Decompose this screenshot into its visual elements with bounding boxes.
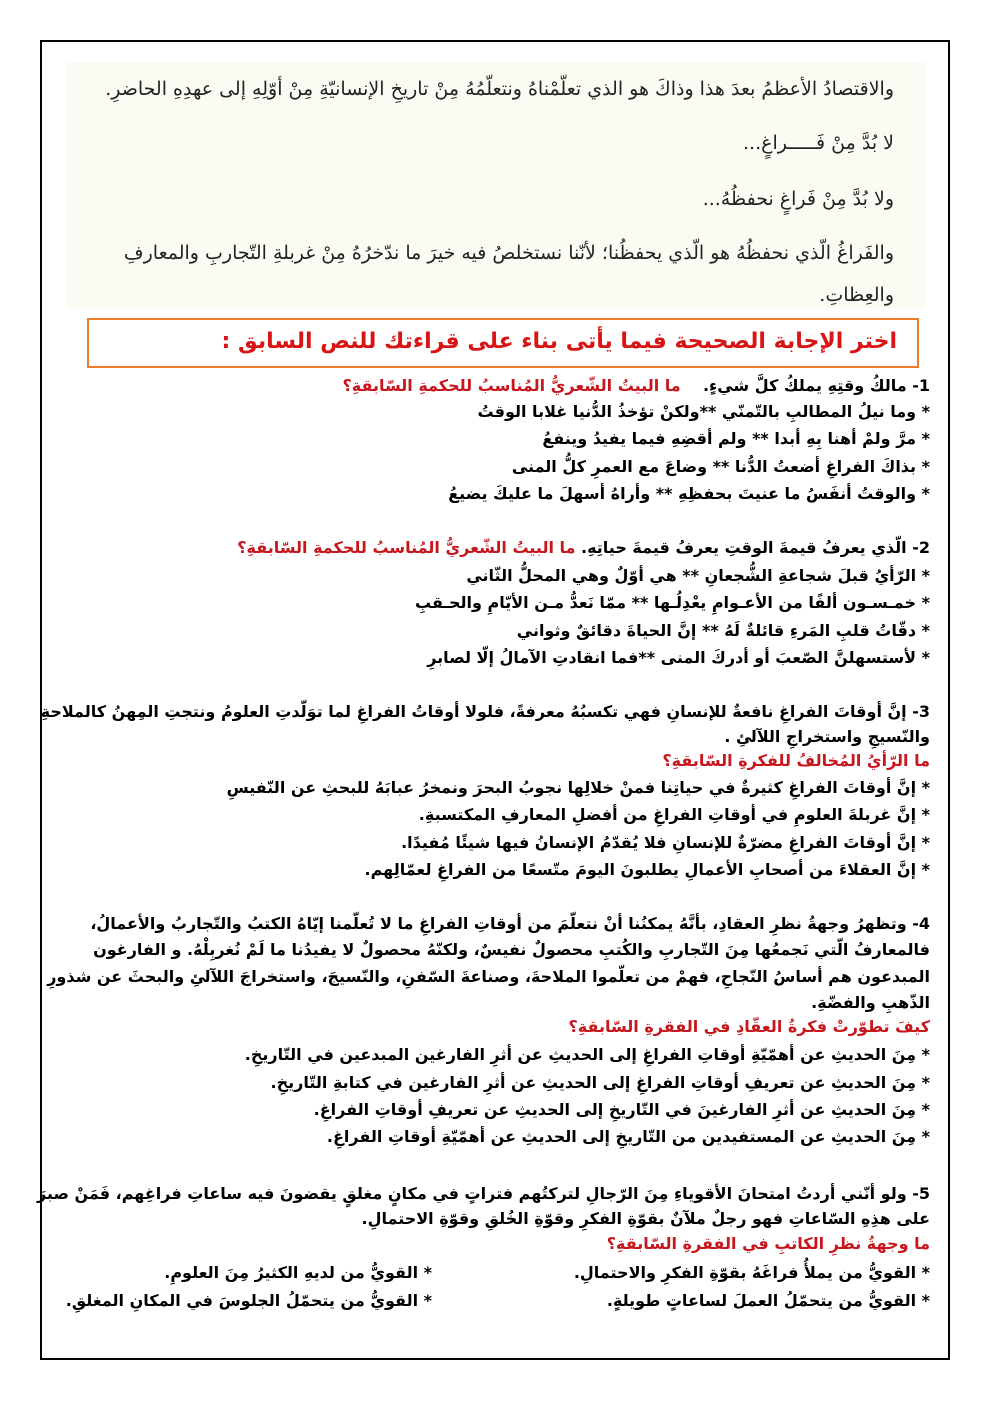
question-2-stem: 2- الّذي يعرفُ قيمةَ الوقتِ يعرفُ قيمةَ حياتِهِ. ما البيتُ الشّعريُّ المُناسبُ للحكمةِ السّابقةِ؟: [237, 538, 930, 557]
excerpt-line: والاقتصادُ الأعظمُ بعدَ هذا وذاكَ هو الذي تعلّمْناهُ ونتعلّمُهُ مِنْ تاريخِ الإنسانيّةِ مِنْ أوّلِهِ إلى عهدِهِ الحاضرِ.: [105, 78, 894, 100]
question-5-prompt: ما وجهةُ نظرِ الكاتبِ في الفقرةِ السّابقةِ؟: [606, 1234, 930, 1253]
question-2-option[interactable]: * دقّاتُ قلبِ المَرءِ قائلةٌ لَهُ ** إنَّ الحياةَ دقائقٌ وثواني: [516, 621, 930, 640]
question-2-option[interactable]: * الرّأيُ قبلَ شجاعةِ الشُّجعانِ ** هي أوّلٌ وهي المحلُّ الثّاني: [466, 566, 930, 585]
excerpt-line: والعِظاتِ.: [819, 284, 894, 306]
question-3-option[interactable]: * إنَّ غربلةَ العلومِ في أوقاتِ الفراغِ من أفضلِ المعارفِ المكتسبةِ.: [418, 805, 930, 824]
question-3-stem: والنّسيجِ واستخراجِ اللآلئِ .: [724, 727, 930, 746]
excerpt-line: ولا بُدَّ مِنْ فَراغٍ نحفظُهُ...: [702, 188, 894, 210]
question-3-stem: 3- إنَّ أوقاتَ الفراغِ نافعةٌ للإنسانِ فهي تكسبُهُ معرفةً، فلولا أوقاتُ الفراغِ لما توَلّدتِ العلومُ ونتجتِ المِهنُ كالملاحةِ: [40, 702, 930, 721]
question-3-option[interactable]: * إنَّ أوقاتَ الفراغِ مضرّةٌ للإنسانِ فلا يُقدّمُ الإنسانُ فيها شيئًا مُفيدًا.: [401, 833, 930, 852]
question-5-option[interactable]: * القويُّ من لديهِ الكثيرُ مِنَ العلومِ.: [164, 1263, 432, 1282]
question-3-prompt: ما الرّأيُ المُخالفُ للفكرةِ السّابقةِ؟: [662, 751, 930, 770]
question-2-option[interactable]: * خمـسـون ألفًا من الأعـوامِ يعْدِلُـها ** ممّا نَعدُّ مـن الأيّامِ والحـقبِ: [415, 593, 930, 612]
question-1-prompt: ما البيتُ الشّعريُّ المُناسبُ للحكمةِ السّابقةِ؟: [342, 376, 681, 395]
excerpt-line: لا بُدَّ مِنْ فَـــــراغٍ...: [743, 132, 894, 154]
question-5-option[interactable]: * القويُّ من يملأُ فراغَهُ بقوّةِ الفكرِ والاحتمالِ.: [573, 1263, 930, 1282]
question-3-option[interactable]: * إنَّ العقلاءَ من أصحابِ الأعمالِ يطلبونَ اليومَ متّسعًا من الفراغِ لعمّالِهم.: [364, 860, 930, 879]
question-4-prompt: كيفَ تطوّرتْ فكرةُ العقّادِ في الفقرةِ السّابقةِ؟: [568, 1017, 930, 1036]
question-1-option[interactable]: * مرَّ ولمْ أهنا بِهِ أبدا ** ولم أقضِهِ فيما يفيدُ وينفعُ: [542, 429, 930, 448]
question-4-stem: فالمعارفُ الّتي نَجمعُها مِنَ التّجاربِ والكُتبِ محصولٌ نفيسٌ، ولكنّهُ محصولٌ لا يفيدُنا ما لَمْ نُغربِلْهُ. و الفارغون: [93, 940, 930, 959]
question-5-option[interactable]: * القويُّ من يتحمّلُ الجلوسَ في المكانِ المغلقِ.: [65, 1291, 432, 1310]
question-2-option[interactable]: * لأستسهلنَّ الصّعبَ أو أدركَ المنى **فما انقادتِ الآمالُ إلّا لصابرِ: [427, 648, 930, 667]
instruction-box: اختر الإجابة الصحيحة فيما يأتى بناء على قراءتك للنص السابق :: [87, 318, 919, 368]
question-4-stem: 4- وتظهرُ وجهةُ نظرِ العقادِ، بأنَّهُ يمكنُنا أنْ نتعلّمَ من أوقاتِ الفراغِ ما لا تُعلّمنا إيّاهُ الكتبُ والتّجاربُ والأعمالُ،: [90, 914, 930, 933]
reading-excerpt: [66, 62, 926, 308]
question-5-stem: على هذِهِ السّاعاتِ فهو رجلٌ ملآنٌ بقوّةِ الفكرِ وقوّةِ الخُلقِ وقوّةِ الاحتمالِ.: [361, 1209, 930, 1228]
question-4-option[interactable]: * مِنَ الحديثِ عن أهمّيّةِ أوقاتِ الفراغِ إلى الحديثِ عن أثرِ الفارغين المبدعين في التّاريخِ.: [244, 1045, 930, 1064]
question-1-option[interactable]: * وما نيلُ المطالبِ بالتّمنّي **ولكنْ تؤخذُ الدُّنيا غلابا الوقتُ: [477, 402, 930, 421]
question-5-option[interactable]: * القويُّ من يتحمّلُ العملَ لساعاتٍ طويلةٍ.: [606, 1291, 930, 1310]
question-4-stem: الذّهبِ والفضّةِ.: [811, 993, 930, 1012]
question-4-option[interactable]: * مِنَ الحديثِ عن المستفيدين من التّاريخِ إلى الحديثِ عن أهمّيّةِ أوقاتِ الفراغِ.: [326, 1127, 930, 1146]
question-4-option[interactable]: * مِنَ الحديثِ عن أثرِ الفارغينَ في التّاريخِ إلى الحديثِ عن تعريفِ أوقاتِ الفراغِ.: [313, 1100, 930, 1119]
question-1-stem: 1- مالكُ وقتِهِ يملكُ كلَّ شيءٍ. ما البيتُ الشّعريُّ المُناسبُ للحكمةِ السّابقةِ؟: [342, 376, 930, 395]
question-4-stem: المبدعون هم أساسُ النّجاحِ، فهمْ من تعلّموا الملاحةَ، وصناعةَ السّفنِ، والنّسيجَ، واستخراجَ اللآلئِ والبحثَ عن شذورِ: [47, 967, 930, 986]
excerpt-line: والفَراغُ الّذي نحفظُهُ هو الّذي يحفظُنا؛ لأنّنا نستخلصُ فيه خيرَ ما ندّخرُهُ مِنْ غربلةِ التّجاربِ والمعارفِ: [123, 242, 894, 264]
question-3-option[interactable]: * إنَّ أوقاتَ الفراغِ كثيرةٌ في حياتِنا فمنْ خلالِها نجوبُ البحرَ ونمخرُ عبابَهُ للبحثِ عن النّفيسِ: [226, 778, 930, 797]
question-2-prompt: ما البيتُ الشّعريُّ المُناسبُ للحكمةِ السّابقةِ؟: [237, 538, 576, 557]
question-1-option[interactable]: * بذاكَ الفراغِ أضعتُ الدُّنا ** وضاعَ مع العمرِ كلُّ المنى: [511, 457, 930, 476]
question-5-stem: 5- ولو أنّني أردتُ امتحانَ الأقوياءِ مِنَ الرّجالِ لتركتُهم فتراتٍ في مكانٍ مغلقٍ يقضونَ فيه ساعاتِ فراغِهم، فَمَنْ صبرَ: [36, 1184, 930, 1203]
question-1-option[interactable]: * والوقتُ أنفَسُ ما عنيتَ بحفظِهِ ** وأراهُ أسهلَ ما عليكَ يضيعُ: [448, 484, 930, 503]
question-4-option[interactable]: * مِنَ الحديثِ عن تعريفِ أوقاتِ الفراغِ إلى الحديثِ عن أثرِ الفارغين في كتابةِ التّاريخِ.: [270, 1073, 930, 1092]
